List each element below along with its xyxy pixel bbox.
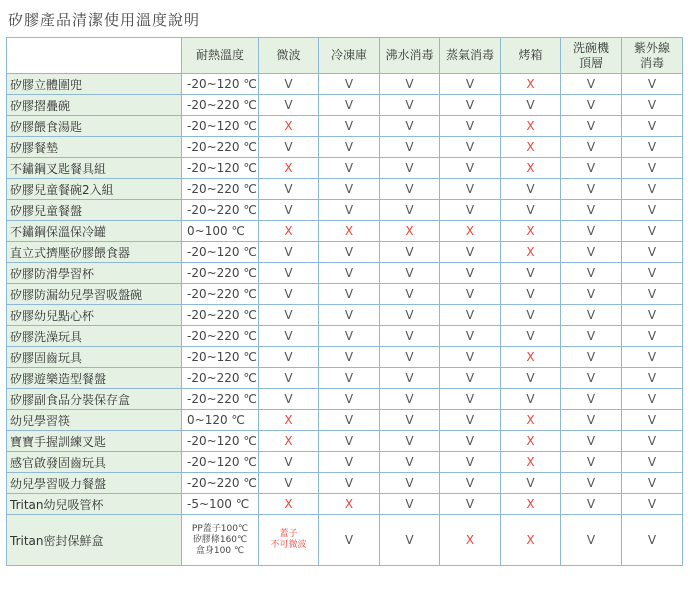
steam-mark-cell: V — [440, 326, 501, 347]
table-row — [7, 326, 683, 347]
product-name-cell: 幼兒學習吸力餐盤 — [7, 473, 182, 494]
page-title: 矽膠產品清潔使用溫度說明 — [8, 11, 201, 29]
boiling-mark-cell: V — [380, 368, 440, 389]
freezer-mark-cell: V — [319, 158, 380, 179]
dishwasher-mark-cell: V — [561, 305, 622, 326]
uv-mark-cell: V — [622, 410, 683, 431]
product-name-cell: 矽膠餐墊 — [7, 137, 182, 158]
product-name-cell: 矽膠遊樂造型餐盤 — [7, 368, 182, 389]
temperature-table — [6, 37, 683, 566]
uv-mark-cell: V — [622, 326, 683, 347]
dishwasher-mark-cell: V — [561, 515, 622, 566]
microwave-note-line: 不可微波 — [270, 540, 307, 550]
boiling-mark-cell: V — [380, 158, 440, 179]
oven-mark-cell: X — [501, 494, 561, 515]
product-name-cell: 矽膠幼兒點心杯 — [7, 305, 182, 326]
microwave-mark-cell: V — [259, 179, 319, 200]
table-row — [7, 368, 683, 389]
microwave-mark-cell: V — [259, 473, 319, 494]
heat-resistance-cell: -20~220 ℃ — [182, 389, 259, 410]
dishwasher-mark-cell: V — [561, 494, 622, 515]
uv-mark-cell: V — [622, 305, 683, 326]
header-dishwasher-top: 洗碗機 頂層 — [561, 38, 622, 74]
dishwasher-mark-cell: V — [561, 410, 622, 431]
product-name-cell: 矽膠兒童餐盤 — [7, 200, 182, 221]
steam-mark-cell: V — [440, 263, 501, 284]
steam-mark-cell: V — [440, 305, 501, 326]
steam-mark-cell: V — [440, 431, 501, 452]
header-row — [7, 38, 683, 74]
steam-mark-cell: V — [440, 116, 501, 137]
oven-mark-cell: X — [501, 515, 561, 566]
freezer-mark-cell: V — [319, 116, 380, 137]
product-name-cell: 矽膠摺疊碗 — [7, 95, 182, 116]
freezer-mark-cell: V — [319, 74, 380, 95]
heat-resistance-cell: 0~100 ℃ — [182, 221, 259, 242]
table-row — [7, 515, 683, 566]
table-row — [7, 347, 683, 368]
oven-mark-cell: V — [501, 200, 561, 221]
freezer-mark-cell: V — [319, 179, 380, 200]
product-name-cell: 矽膠副食品分裝保存盒 — [7, 389, 182, 410]
freezer-mark-cell: V — [319, 326, 380, 347]
table-row — [7, 95, 683, 116]
header-heat-resistance: 耐熱溫度 — [182, 38, 259, 74]
heat-resistance-note-cell — [182, 515, 259, 566]
dishwasher-mark-cell: V — [561, 158, 622, 179]
heat-resistance-cell: 0~120 ℃ — [182, 410, 259, 431]
freezer-mark-cell: V — [319, 368, 380, 389]
freezer-mark-cell: V — [319, 452, 380, 473]
oven-mark-cell: V — [501, 263, 561, 284]
freezer-mark-cell: V — [319, 200, 380, 221]
uv-mark-cell: V — [622, 242, 683, 263]
steam-mark-cell: V — [440, 347, 501, 368]
steam-mark-cell: V — [440, 95, 501, 116]
microwave-mark-cell: X — [259, 410, 319, 431]
oven-mark-cell: X — [501, 347, 561, 368]
product-name-cell: 寶寶手握訓練叉匙 — [7, 431, 182, 452]
steam-mark-cell: V — [440, 452, 501, 473]
heat-resistance-cell: -20~220 ℃ — [182, 263, 259, 284]
heat-resistance-cell: -20~220 ℃ — [182, 368, 259, 389]
uv-mark-cell: V — [622, 452, 683, 473]
microwave-mark-cell: V — [259, 305, 319, 326]
heat-resistance-cell: -20~120 ℃ — [182, 242, 259, 263]
steam-mark-cell: V — [440, 284, 501, 305]
oven-mark-cell: X — [501, 74, 561, 95]
heat-note-line: PP蓋子100℃ — [191, 523, 249, 534]
freezer-mark-cell: V — [319, 263, 380, 284]
table-row — [7, 116, 683, 137]
steam-mark-cell: V — [440, 158, 501, 179]
boiling-mark-cell: V — [380, 473, 440, 494]
microwave-mark-cell: V — [259, 326, 319, 347]
steam-mark-cell: V — [440, 242, 501, 263]
steam-mark-cell: V — [440, 410, 501, 431]
heat-note-line: 矽膠條160℃ — [192, 534, 248, 545]
table-row — [7, 410, 683, 431]
freezer-mark-cell: V — [319, 347, 380, 368]
boiling-mark-cell: V — [380, 284, 440, 305]
freezer-mark-cell: V — [319, 242, 380, 263]
product-name-cell: 幼兒學習筷 — [7, 410, 182, 431]
heat-resistance-cell: -20~220 ℃ — [182, 305, 259, 326]
microwave-mark-cell: V — [259, 368, 319, 389]
dishwasher-mark-cell: V — [561, 137, 622, 158]
product-name-cell: 矽膠立體圍兜 — [7, 74, 182, 95]
header-boiling-sterilize: 沸水消毒 — [380, 38, 440, 74]
boiling-mark-cell: V — [380, 326, 440, 347]
microwave-mark-cell: X — [259, 431, 319, 452]
table-row — [7, 74, 683, 95]
boiling-mark-cell: V — [380, 263, 440, 284]
product-name-cell: 矽膠洗澡玩具 — [7, 326, 182, 347]
uv-mark-cell: V — [622, 515, 683, 566]
dishwasher-mark-cell: V — [561, 221, 622, 242]
table-row — [7, 242, 683, 263]
table-row — [7, 452, 683, 473]
steam-mark-cell: V — [440, 200, 501, 221]
boiling-mark-cell: V — [380, 515, 440, 566]
microwave-mark-cell: V — [259, 137, 319, 158]
uv-mark-cell: V — [622, 116, 683, 137]
steam-mark-cell: V — [440, 494, 501, 515]
product-name-cell: Tritan密封保鮮盒 — [7, 515, 182, 566]
heat-resistance-cell: -20~220 ℃ — [182, 284, 259, 305]
boiling-mark-cell: V — [380, 494, 440, 515]
table-row — [7, 263, 683, 284]
dishwasher-mark-cell: V — [561, 368, 622, 389]
heat-resistance-cell: -5~100 ℃ — [182, 494, 259, 515]
heat-resistance-cell: -20~120 ℃ — [182, 74, 259, 95]
uv-mark-cell: V — [622, 431, 683, 452]
microwave-mark-cell: V — [259, 389, 319, 410]
microwave-mark-cell: V — [259, 452, 319, 473]
uv-mark-cell: V — [622, 347, 683, 368]
boiling-mark-cell: V — [380, 242, 440, 263]
uv-mark-cell: V — [622, 473, 683, 494]
heat-resistance-cell: -20~120 ℃ — [182, 431, 259, 452]
oven-mark-cell: V — [501, 305, 561, 326]
heat-resistance-cell: -20~120 ℃ — [182, 452, 259, 473]
boiling-mark-cell: V — [380, 389, 440, 410]
freezer-mark-cell: V — [319, 137, 380, 158]
product-name-cell: 矽膠餵食湯匙 — [7, 116, 182, 137]
product-name-cell: 矽膠固齒玩具 — [7, 347, 182, 368]
corner-cell — [7, 38, 182, 74]
dishwasher-mark-cell: V — [561, 116, 622, 137]
oven-mark-cell: X — [501, 242, 561, 263]
header-oven: 烤箱 — [501, 38, 561, 74]
uv-mark-cell: V — [622, 179, 683, 200]
microwave-mark-cell: V — [259, 263, 319, 284]
microwave-mark-cell: X — [259, 158, 319, 179]
table-row — [7, 389, 683, 410]
product-name-cell: 不鏽鋼叉匙餐具組 — [7, 158, 182, 179]
heat-resistance-cell: -20~220 ℃ — [182, 200, 259, 221]
heat-resistance-cell: -20~220 ℃ — [182, 326, 259, 347]
freezer-mark-cell: V — [319, 95, 380, 116]
oven-mark-cell: V — [501, 473, 561, 494]
table-row — [7, 158, 683, 179]
boiling-mark-cell: X — [380, 221, 440, 242]
steam-mark-cell: X — [440, 221, 501, 242]
boiling-mark-cell: V — [380, 95, 440, 116]
product-name-cell: Tritan幼兒吸管杯 — [7, 494, 182, 515]
heat-resistance-cell: -20~120 ℃ — [182, 158, 259, 179]
microwave-mark-cell: V — [259, 95, 319, 116]
microwave-mark-cell: V — [259, 242, 319, 263]
dishwasher-mark-cell: V — [561, 389, 622, 410]
table-row — [7, 221, 683, 242]
oven-mark-cell: X — [501, 116, 561, 137]
oven-mark-cell: X — [501, 137, 561, 158]
oven-mark-cell: V — [501, 368, 561, 389]
dishwasher-mark-cell: V — [561, 74, 622, 95]
product-name-cell: 矽膠防滑學習杯 — [7, 263, 182, 284]
microwave-mark-cell: V — [259, 284, 319, 305]
table-row — [7, 305, 683, 326]
microwave-mark-cell: X — [259, 116, 319, 137]
heat-note-line: 盒身100 ℃ — [195, 545, 245, 556]
oven-mark-cell: V — [501, 179, 561, 200]
freezer-mark-cell: V — [319, 473, 380, 494]
boiling-mark-cell: V — [380, 200, 440, 221]
freezer-mark-cell: X — [319, 221, 380, 242]
boiling-mark-cell: V — [380, 452, 440, 473]
uv-mark-cell: V — [622, 95, 683, 116]
table-row — [7, 284, 683, 305]
freezer-mark-cell: V — [319, 305, 380, 326]
oven-mark-cell: X — [501, 452, 561, 473]
boiling-mark-cell: V — [380, 137, 440, 158]
uv-mark-cell: V — [622, 389, 683, 410]
heat-resistance-cell: -20~120 ℃ — [182, 116, 259, 137]
steam-mark-cell: X — [440, 515, 501, 566]
oven-mark-cell: X — [501, 431, 561, 452]
table-body — [7, 74, 683, 566]
oven-mark-cell: V — [501, 326, 561, 347]
heat-resistance-cell: -20~220 ℃ — [182, 95, 259, 116]
heat-resistance-cell: -20~220 ℃ — [182, 137, 259, 158]
freezer-mark-cell: V — [319, 515, 380, 566]
table-row — [7, 179, 683, 200]
dishwasher-mark-cell: V — [561, 95, 622, 116]
boiling-mark-cell: V — [380, 305, 440, 326]
steam-mark-cell: V — [440, 74, 501, 95]
product-name-cell: 感官啟發固齒玩具 — [7, 452, 182, 473]
dishwasher-mark-cell: V — [561, 284, 622, 305]
boiling-mark-cell: V — [380, 431, 440, 452]
dishwasher-mark-cell: V — [561, 431, 622, 452]
steam-mark-cell: V — [440, 368, 501, 389]
product-name-cell: 不鏽鋼保溫保冷罐 — [7, 221, 182, 242]
freezer-mark-cell: V — [319, 389, 380, 410]
product-name-cell: 直立式擠壓矽膠餵食器 — [7, 242, 182, 263]
uv-mark-cell: V — [622, 263, 683, 284]
boiling-mark-cell: V — [380, 410, 440, 431]
table-row — [7, 431, 683, 452]
boiling-mark-cell: V — [380, 179, 440, 200]
uv-mark-cell: V — [622, 74, 683, 95]
uv-mark-cell: V — [622, 137, 683, 158]
uv-mark-cell: V — [622, 494, 683, 515]
heat-resistance-cell: -20~220 ℃ — [182, 179, 259, 200]
dishwasher-mark-cell: V — [561, 473, 622, 494]
table-row — [7, 200, 683, 221]
microwave-mark-cell: V — [259, 74, 319, 95]
header-steam-sterilize: 蒸氣消毒 — [440, 38, 501, 74]
dishwasher-mark-cell: V — [561, 452, 622, 473]
freezer-mark-cell: X — [319, 494, 380, 515]
uv-mark-cell: V — [622, 284, 683, 305]
product-name-cell: 矽膠防漏幼兒學習吸盤碗 — [7, 284, 182, 305]
microwave-note-line: 蓋子 — [279, 529, 298, 539]
microwave-mark-cell: V — [259, 347, 319, 368]
header-uv-sterilize: 紫外線 消毒 — [622, 38, 683, 74]
product-name-cell: 矽膠兒童餐碗2入組 — [7, 179, 182, 200]
oven-mark-cell: V — [501, 389, 561, 410]
dishwasher-mark-cell: V — [561, 242, 622, 263]
uv-mark-cell: V — [622, 200, 683, 221]
heat-resistance-cell: -20~220 ℃ — [182, 473, 259, 494]
header-microwave: 微波 — [259, 38, 319, 74]
uv-mark-cell: V — [622, 158, 683, 179]
oven-mark-cell: V — [501, 95, 561, 116]
oven-mark-cell: X — [501, 410, 561, 431]
dishwasher-mark-cell: V — [561, 263, 622, 284]
table-row — [7, 473, 683, 494]
uv-mark-cell: V — [622, 368, 683, 389]
dishwasher-mark-cell: V — [561, 200, 622, 221]
oven-mark-cell: V — [501, 284, 561, 305]
uv-mark-cell: V — [622, 221, 683, 242]
freezer-mark-cell: V — [319, 284, 380, 305]
steam-mark-cell: V — [440, 137, 501, 158]
dishwasher-mark-cell: V — [561, 179, 622, 200]
table-row — [7, 137, 683, 158]
oven-mark-cell: X — [501, 158, 561, 179]
freezer-mark-cell: V — [319, 410, 380, 431]
microwave-mark-cell: V — [259, 200, 319, 221]
oven-mark-cell: X — [501, 221, 561, 242]
boiling-mark-cell: V — [380, 116, 440, 137]
heat-resistance-cell: -20~120 ℃ — [182, 347, 259, 368]
freezer-mark-cell: V — [319, 431, 380, 452]
boiling-mark-cell: V — [380, 74, 440, 95]
steam-mark-cell: V — [440, 389, 501, 410]
dishwasher-mark-cell: V — [561, 347, 622, 368]
dishwasher-mark-cell: V — [561, 326, 622, 347]
steam-mark-cell: V — [440, 473, 501, 494]
steam-mark-cell: V — [440, 179, 501, 200]
table-row — [7, 494, 683, 515]
header-freezer: 冷凍庫 — [319, 38, 380, 74]
microwave-mark-cell: X — [259, 494, 319, 515]
microwave-note-cell — [259, 515, 319, 566]
microwave-mark-cell: X — [259, 221, 319, 242]
boiling-mark-cell: V — [380, 347, 440, 368]
